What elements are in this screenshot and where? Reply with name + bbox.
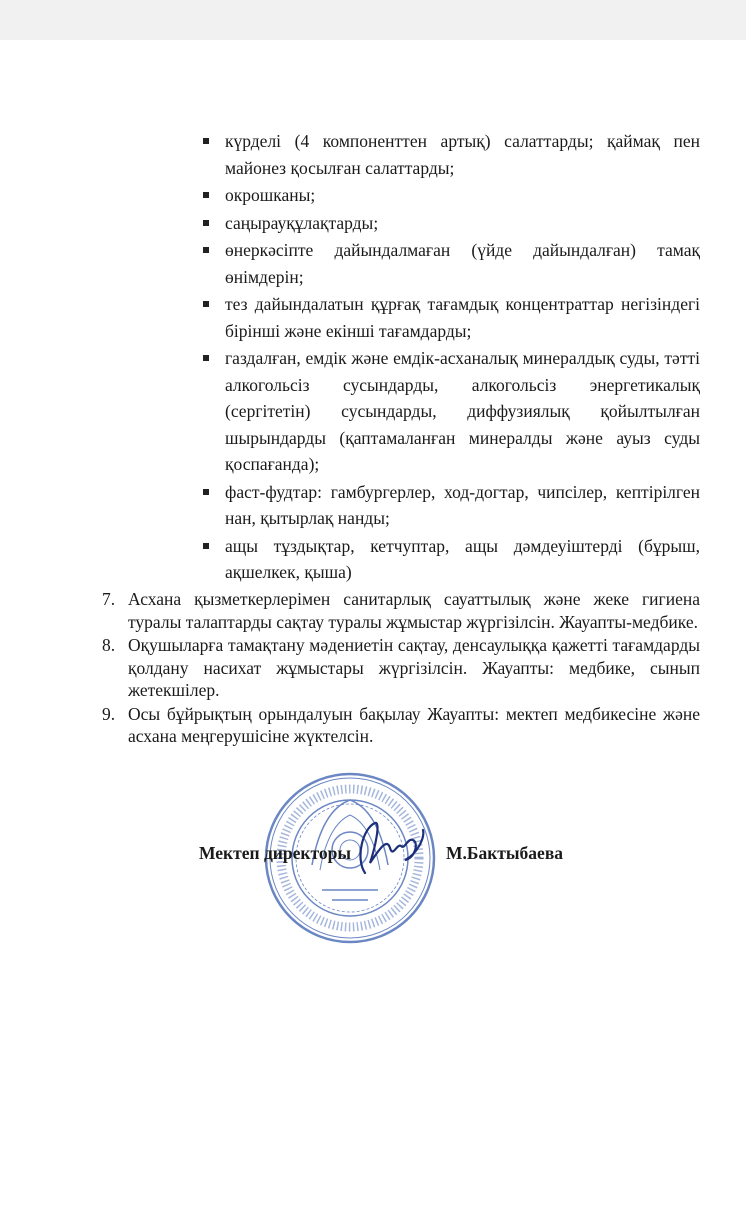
list-item: газдалған, емдік және емдік-асханалық минералдық суды, тәтті алкогольсіз сусындарды, алкогольсіз энергетикалық (сергітетін) сусындарды, диффузиялық қойылтылған шырындарды (қаптамаланған минералды және ауыз суды қоспағанда);	[200, 345, 700, 478]
list-item: өнеркәсіпте дайындалмаған (үйде дайындалған) тамақ өнімдерін;	[200, 237, 700, 290]
prohibited-foods-list	[200, 128, 700, 587]
list-item: окрошканы;	[200, 182, 700, 209]
signatory-name: М.Бактыбаева	[446, 843, 564, 863]
bullet-icon	[203, 247, 209, 253]
order-item-7: 7. Асхана қызметкерлерімен санитарлық сауаттылық және жеке гигиена туралы талаптарды сақтау туралы жұмыстар жүргізілсін. Жауапты-медбике.	[102, 589, 700, 632]
list-item: саңырауқұлақтарды;	[200, 210, 700, 237]
scan-top-margin	[0, 0, 746, 40]
bullet-icon	[203, 192, 209, 198]
bullet-icon	[203, 355, 209, 361]
list-item: фаст-фудтар: гамбургерлер, ход-догтар, чипсілер, кептірілген нан, қытырлақ нанды;	[200, 479, 700, 532]
signature-title: Мектеп директоры	[199, 843, 351, 863]
list-item: күрделі (4 компоненттен артық) салаттарды; қаймақ пен майонез қосылған салаттарды;	[200, 128, 700, 181]
bullet-icon	[203, 543, 209, 549]
order-items	[102, 588, 700, 749]
bullet-icon	[203, 138, 209, 144]
order-item-9: 9. Осы бұйрықтың орындалуын бақылау Жауапты: мектеп медбикесіне және асхана меңгерушісіне жүктелсін.	[102, 703, 700, 746]
order-item-8: 8. Оқушыларға тамақтану мәдениетін сақтау, денсаулыққа қажетті тағамдарды қолдану насихат жұмыстары жүргізілсін. Жауапты: медбике, сынып жетекшілер.	[102, 635, 700, 700]
bullet-icon	[203, 220, 209, 226]
bullet-icon	[203, 301, 209, 307]
list-item: тез дайындалатын құрғақ тағамдық концентраттар негізіндегі бірінші және екінші тағамдарды;	[200, 291, 700, 344]
bullet-icon	[203, 489, 209, 495]
list-item: ащы тұздықтар, кетчуптар, ащы дәмдеуіштерді (бұрыш, ақшелкек, қыша)	[200, 533, 700, 586]
